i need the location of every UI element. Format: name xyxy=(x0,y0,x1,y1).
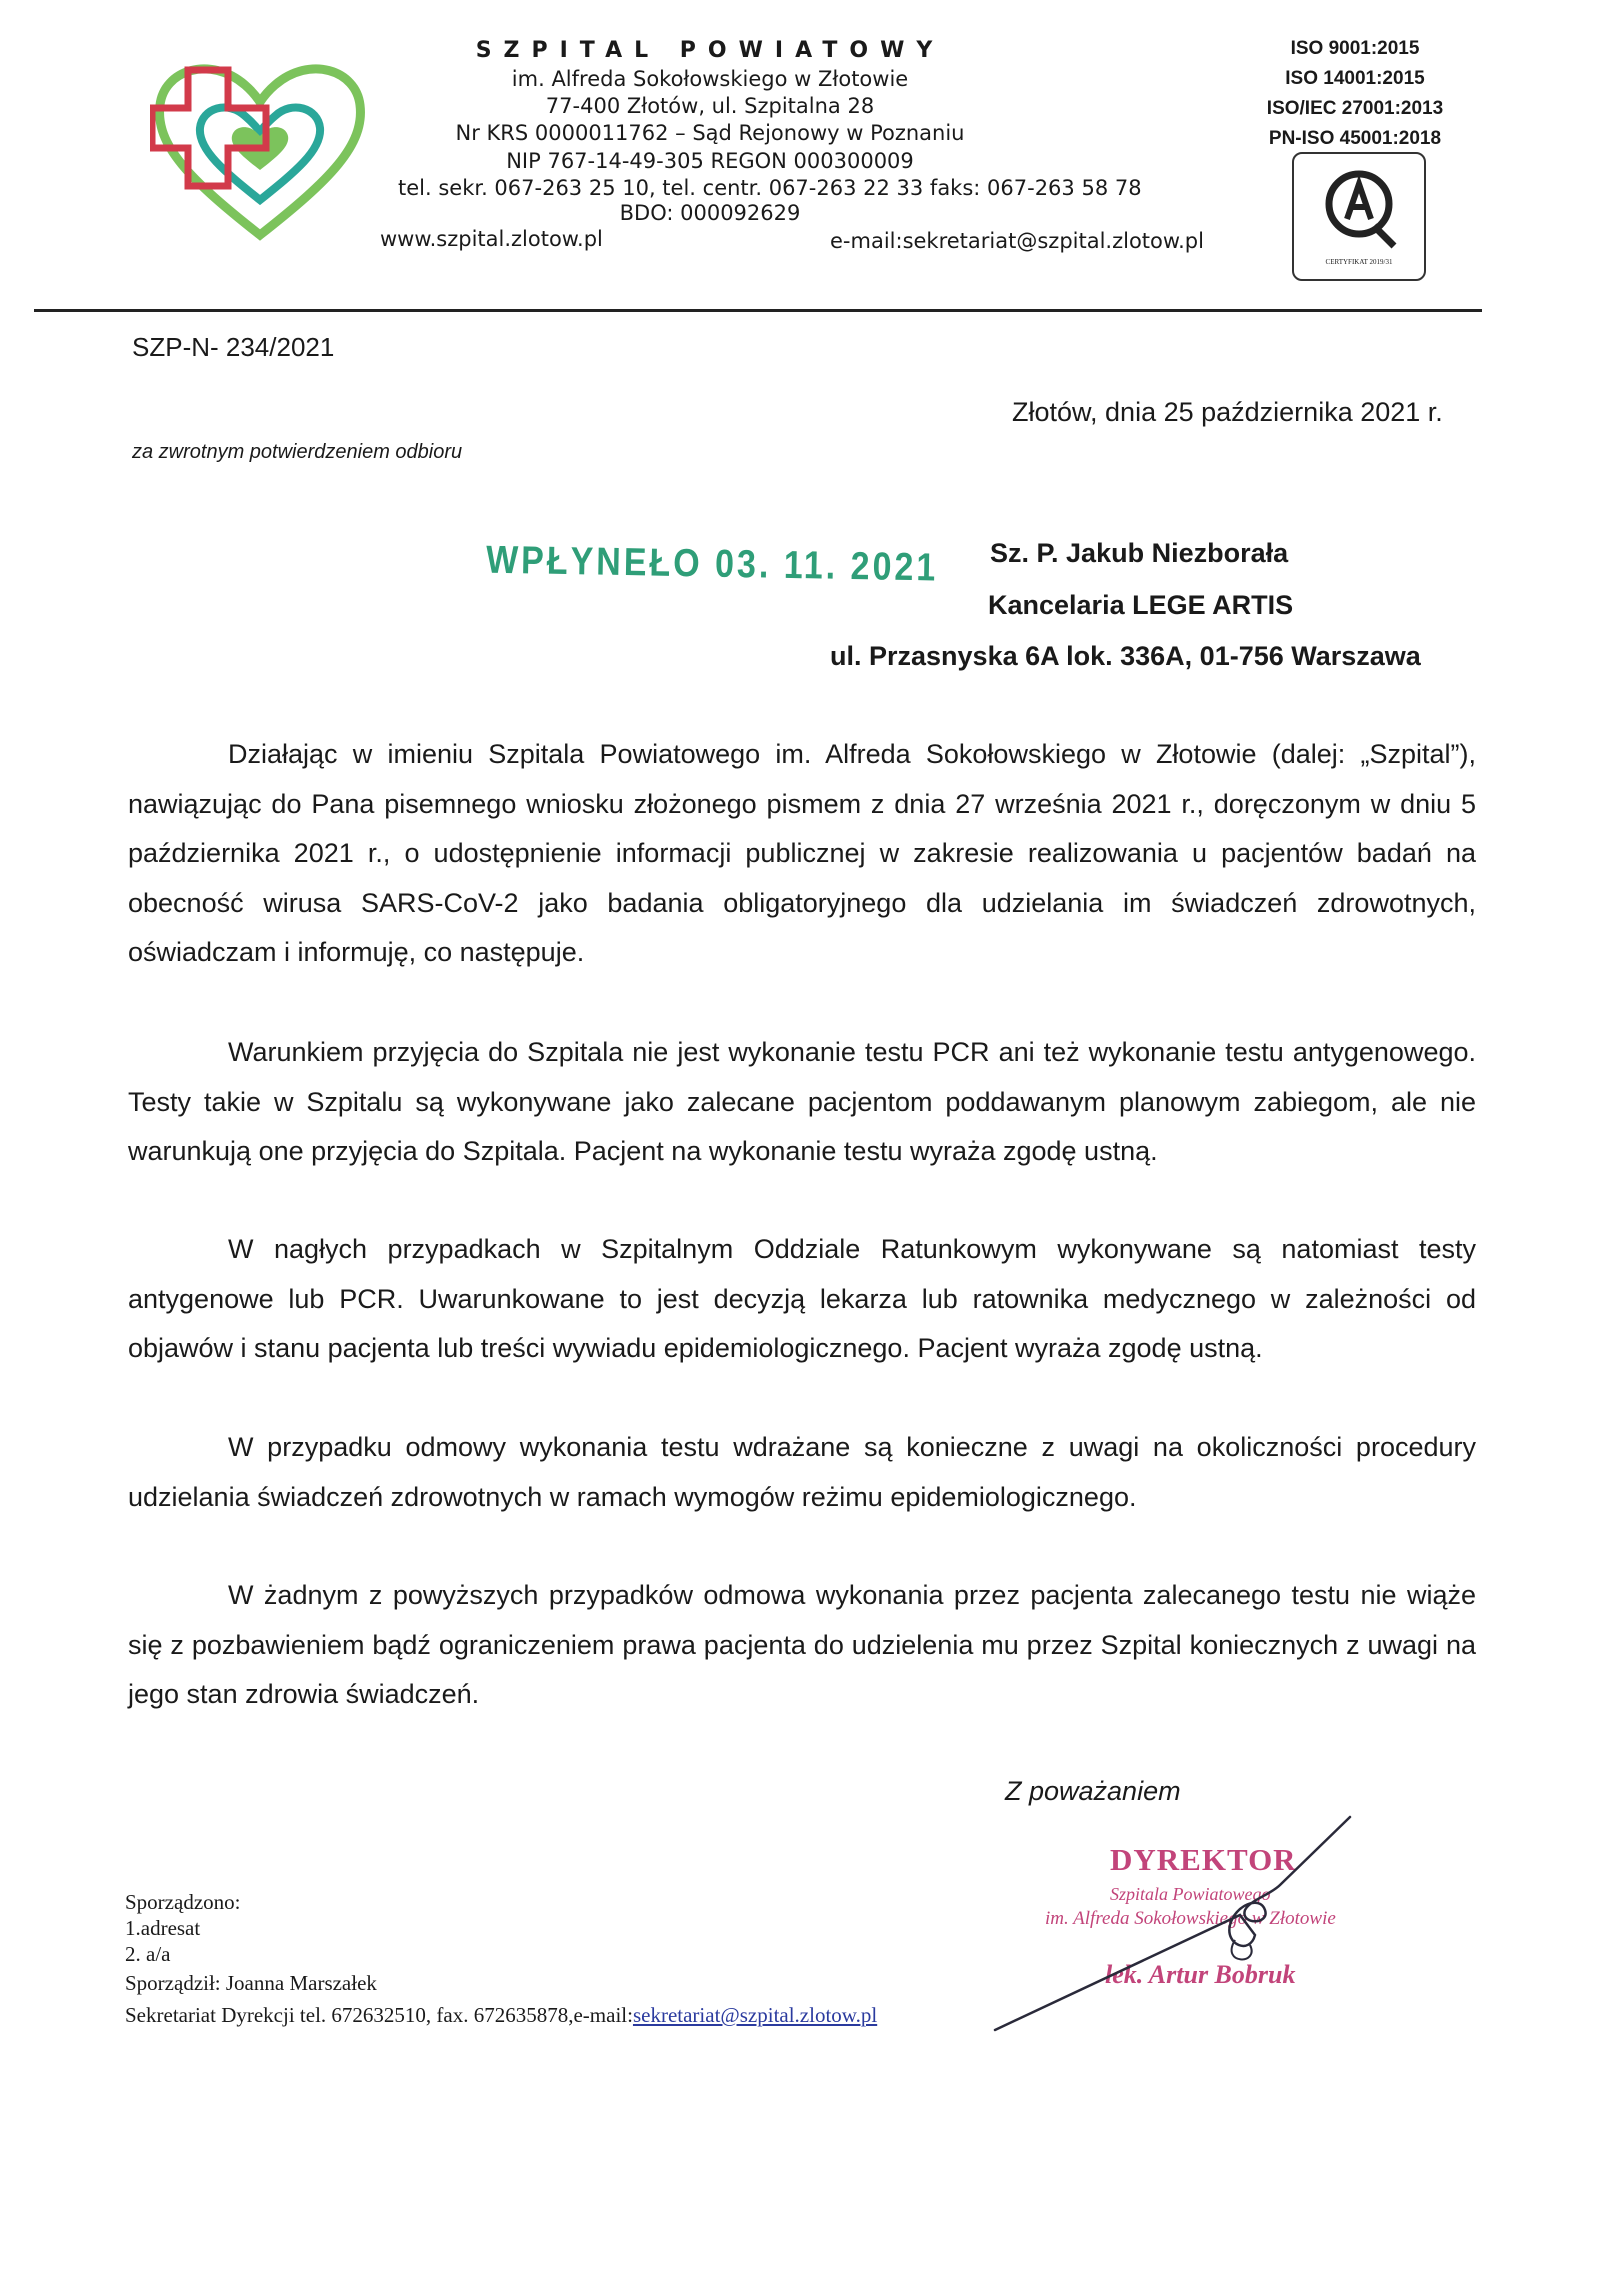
footer-email-link[interactable]: sekretariat@szpital.zlotow.pl xyxy=(632,2003,878,2027)
handwritten-signature xyxy=(980,1815,1360,2035)
body-paragraph: W nagłych przypadkach w Szpitalnym Oddziale Ratunkowym wykonywane są natomiast testy antygenowe lub PCR. Uwarunkowane to jest decyzją lekarza lub ratownika medycznego w zależności od objawów i stanu pacjenta lub treści wywiadu epidemiologicznego. Pacjent wyraża zgodę ustną. xyxy=(128,1234,1476,1363)
hospital-krs: Nr KRS 0000011762 – Sąd Rejonowy w Poznaniu xyxy=(455,121,965,145)
footer-author: Sporządził: Joanna Marszałek xyxy=(125,1971,377,1995)
body-paragraph: Warunkiem przyjęcia do Szpitala nie jest wykonanie testu PCR ani też wykonanie testu antygenowego. Testy takie w Szpitalu są wykonywane jako zalecane pacjentom poddawanym planowym zabiegom, ale nie warunkują one przyjęcia do Szpitala. Pacjent na wykonanie testu wyraża zgodę ustną. xyxy=(128,1037,1476,1166)
recipient-name: Sz. P. Jakub Niezborała xyxy=(990,538,1289,568)
body-paragraph: W żadnym z powyższych przypadków odmowa wykonania przez pacjenta zalecanego testu nie wiąże się z pozbawieniem bądź ograniczeniem prawa pacjenta do udzielenia mu przez Szpital koniecznych z uwagi na jego stan zdrowia świadczeń. xyxy=(128,1580,1476,1709)
closing-salutation: Z poważaniem xyxy=(1005,1776,1181,1806)
quality-q-icon xyxy=(1294,154,1424,264)
iso-cert-4: PN-ISO 45001:2018 xyxy=(1268,128,1442,149)
footer-copy-2: 2. a/a xyxy=(125,1942,171,1966)
stamp-signer: lek. Artur Bobruk xyxy=(1105,1960,1296,1989)
footer-prepared-label: Sporządzono: xyxy=(125,1890,241,1914)
stamp-organization-line: Szpitala Powiatowego xyxy=(1110,1884,1271,1904)
footer-contact-text: Sekretariat Dyrekcji tel. 672632510, fax. 672635878,e-mail: xyxy=(125,2003,633,2027)
footer-copy-1: 1.adresat xyxy=(125,1916,201,1940)
hospital-nip-regon: NIP 767-14-49-305 REGON 000300009 xyxy=(506,149,914,173)
iso-cert-3: ISO/IEC 27001:2013 xyxy=(1266,98,1444,119)
hospital-email[interactable]: e-mail:sekretariat@szpital.zlotow.pl xyxy=(830,229,1204,253)
hospital-address: 77-400 Złotów, ul. Szpitalna 28 xyxy=(545,94,875,118)
certificate-label: CERTYFIKAT 2019/31 xyxy=(1325,258,1393,266)
header-divider xyxy=(34,309,1482,312)
recipient-address: ul. Przasnyska 6A lok. 336A, 01-756 Warszawa xyxy=(830,641,1421,671)
received-stamp: WPŁYNEŁO 03. 11. 2021 xyxy=(485,538,939,590)
delivery-note: za zwrotnym potwierdzeniem odbioru xyxy=(132,441,463,463)
iso-cert-1: ISO 9001:2015 xyxy=(1290,38,1420,59)
iso-cert-2: ISO 14001:2015 xyxy=(1285,68,1425,89)
hospital-full-name: im. Alfreda Sokołowskiego w Złotowie xyxy=(511,67,909,91)
body-paragraph: W przypadku odmowy wykonania testu wdrażane są konieczne z uwagi na okoliczności procedury udzielania świadczeń zdrowotnych w ramach wymogów reżimu epidemiologicznego. xyxy=(128,1432,1476,1512)
hospital-bdo: BDO: 000092629 xyxy=(619,201,801,225)
footer-contact xyxy=(125,2002,877,2028)
body-paragraph: Działając w imieniu Szpitala Powiatowego im. Alfreda Sokołowskiego w Złotowie (dalej: „Szpital”), nawiązując do Pana pisemnego wniosku złożonego pismem z dnia 27 września 2021 r., doręczonym w dniu 5 października 2021 r., o udostępnienie informacji publicznej w zakresie realizowania u pacjentów badań na obecność wirusa SARS-CoV-2 jako badania obligatoryjnego dla udzielania im świadczeń zdrowotnych, oświadczam i informuję, co następuje. xyxy=(128,739,1476,967)
recipient-firm: Kancelaria LEGE ARTIS xyxy=(988,590,1294,620)
hospital-logo-heart-cross-icon xyxy=(150,50,370,250)
hospital-website[interactable]: www.szpital.zlotow.pl xyxy=(380,227,603,251)
stamp-organization-line: im. Alfreda Sokołowskiego w Złotowie xyxy=(1045,1908,1336,1929)
reference-number: SZP-N- 234/2021 xyxy=(132,332,335,362)
hospital-phones: tel. sekr. 067-263 25 10, tel. centr. 067-263 22 33 faks: 067-263 58 78 xyxy=(398,176,1142,200)
stamp-title: DYREKTOR xyxy=(1110,1842,1297,1877)
letter-date: Złotów, dnia 25 października 2021 r. xyxy=(1012,397,1443,427)
hospital-name: SZPITAL POWIATOWY xyxy=(475,38,945,63)
